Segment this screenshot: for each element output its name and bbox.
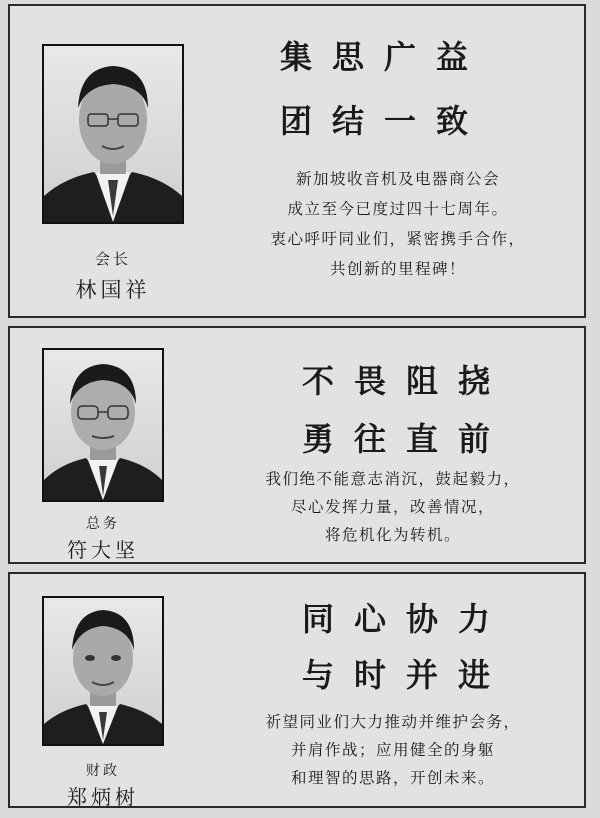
president-photo — [42, 44, 184, 224]
message-line: 成立至今已度过四十七周年。 — [287, 200, 509, 218]
secretary-panel — [8, 326, 586, 564]
person-name: 符大坚 — [67, 538, 139, 562]
message-line: 我们绝不能意志消沉，鼓起毅力， — [265, 470, 521, 488]
role-label: 会长 — [94, 250, 131, 268]
message-line: 将危机化为转机。 — [324, 526, 461, 544]
person-name: 郑炳树 — [67, 785, 139, 809]
person-name: 林国祥 — [75, 278, 151, 302]
slogan-line-1: 不畏阻挠 — [302, 362, 511, 400]
slogan-line-2: 勇往直前 — [302, 420, 511, 458]
message-line: 新加坡收音机及电器商公会 — [295, 170, 500, 188]
secretary-photo — [42, 348, 164, 502]
slogan-line-2: 与时并进 — [302, 656, 511, 694]
portrait-illustration — [44, 350, 162, 500]
role-label: 总务 — [86, 516, 120, 532]
message-line: 和理智的思路，开创未来。 — [290, 769, 495, 787]
slogan-line-2: 团结一致 — [280, 102, 489, 140]
treasurer-photo — [42, 596, 164, 746]
message-text — [238, 164, 558, 284]
message-text — [218, 465, 568, 549]
portrait-illustration — [44, 46, 182, 222]
message-line: 尽心发挥力量，改善情况， — [290, 498, 495, 516]
portrait-illustration — [44, 598, 162, 744]
message-text — [208, 708, 578, 792]
treasurer-panel — [8, 572, 586, 808]
message-line: 祈望同业们大力推动并维护会务， — [265, 713, 521, 731]
role-label: 财政 — [86, 763, 120, 779]
message-line: 衷心呼吁同业们，紧密携手合作， — [270, 230, 526, 248]
message-line: 共创新的里程碑！ — [329, 260, 466, 278]
slogan-line-1: 集思广益 — [280, 38, 489, 76]
slogan-line-1: 同心协力 — [302, 600, 511, 638]
message-line: 并肩作战；应用健全的身躯 — [290, 741, 495, 759]
president-panel — [8, 4, 586, 318]
